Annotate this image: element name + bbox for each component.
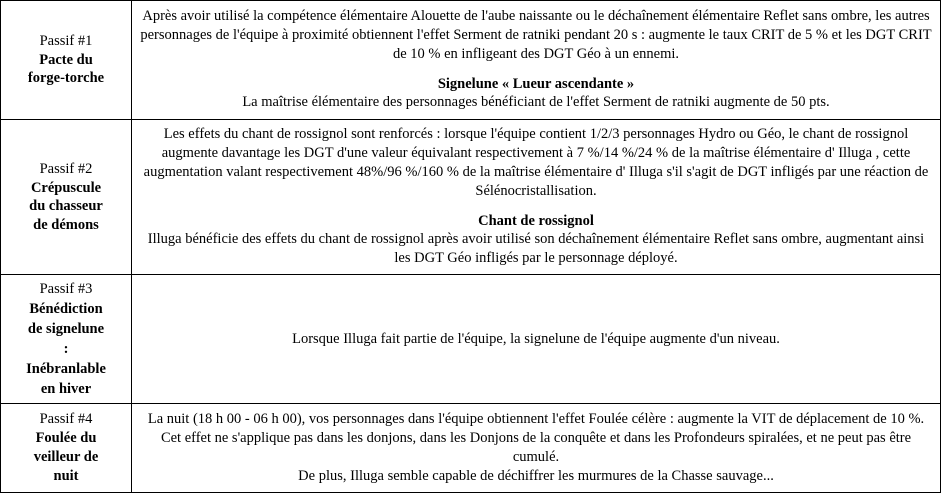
passive-description-2 bbox=[132, 120, 941, 275]
passive-paragraph: Les effets du chant de rossignol sont renforcés : lorsque l'équipe contient 1/2/3 personnages Hydro ou Géo, le chant de rossignol augmente davantage les DGT d'une valeur équivalant respectivement à 7 %/14 %/24 % de la maîtrise élémentaire d' Illuga , cette augmentation valant respectivement 48%/96 %/160 % de la maîtrise élémentaire d' Illuga s'il s'agit de DGT infligés par une réaction de Sélénocristallisation. bbox=[143, 126, 929, 199]
passive-tag: Passif #2 bbox=[39, 161, 93, 178]
passive-name-line: forge-torche bbox=[27, 70, 105, 87]
passive-name-line: en hiver bbox=[40, 381, 92, 398]
passive-name-line: de démons bbox=[33, 216, 99, 233]
table-row bbox=[1, 1, 941, 120]
passive-description-1 bbox=[132, 1, 941, 120]
passive-paragraph: La maîtrise élémentaire des personnages bénéficiant de l'effet Serment de ratniki augmente de 50 pts. bbox=[242, 94, 830, 111]
passive-description-3 bbox=[132, 275, 941, 404]
passive-tag: Passif #1 bbox=[39, 33, 93, 50]
passive-paragraph: Cet effet ne s'applique pas dans les donjons, dans les Donjons de la conquête et dans les Profondeurs spiralées, et ne peut pas être cumulé. bbox=[160, 429, 912, 465]
passive-label-3 bbox=[1, 275, 132, 404]
table-row bbox=[1, 275, 941, 404]
passive-paragraph: Après avoir utilisé la compétence élémentaire Alouette de l'aube naissante ou le déchaînement élémentaire Reflet sans ombre, les autres personnages de l'équipe à proximité obtiennent l'effet Serment de ratniki pendant 20 s : augmente le taux CRIT de 5 % et les DGT CRIT de 10 % en infligeant des DGT Géo à un ennemi. bbox=[140, 8, 932, 62]
passive-tag: Passif #4 bbox=[39, 411, 93, 428]
passive-paragraph: La nuit (18 h 00 - 06 h 00), vos personnages dans l'équipe obtiennent l'effet Foulée célère : augmente la VIT de déplacement de 10 %. bbox=[147, 411, 925, 428]
passive-subtitle: Signelune « Lueur ascendante » bbox=[437, 75, 635, 92]
passive-name-line: Inébranlable bbox=[26, 361, 106, 378]
passive-name-line: Foulée du bbox=[35, 429, 97, 446]
passive-tag: Passif #3 bbox=[39, 281, 93, 298]
passive-paragraph: De plus, Illuga semble capable de déchiffrer les murmures de la Chasse sauvage... bbox=[298, 467, 774, 484]
passive-name-line: : bbox=[63, 341, 69, 358]
passive-paragraph: Lorsque Illuga fait partie de l'équipe, la signelune de l'équipe augmente d'un niveau. bbox=[292, 330, 780, 347]
passive-paragraph: Illuga bénéficie des effets du chant de rossignol après avoir utilisé son déchaînement élémentaire Reflet sans ombre, augmentant ainsi les DGT Géo infligés par le personnage déployé. bbox=[147, 231, 925, 267]
passive-label-1 bbox=[1, 1, 132, 120]
passive-name-line: nuit bbox=[53, 467, 79, 484]
passive-name-line: Bénédiction bbox=[29, 301, 103, 318]
passive-name-line: Crépuscule bbox=[30, 179, 102, 196]
passive-name-line: du chasseur bbox=[29, 198, 103, 215]
table-row bbox=[1, 404, 941, 492]
passive-label-4 bbox=[1, 404, 132, 492]
passive-subtitle: Chant de rossignol bbox=[478, 212, 594, 229]
table-row bbox=[1, 120, 941, 275]
passive-name-line: veilleur de bbox=[33, 448, 99, 465]
passive-name-line: Pacte du bbox=[39, 51, 93, 68]
passive-label-2 bbox=[1, 120, 132, 275]
passive-description-4 bbox=[132, 404, 941, 492]
passive-name-line: de signelune bbox=[27, 321, 105, 338]
